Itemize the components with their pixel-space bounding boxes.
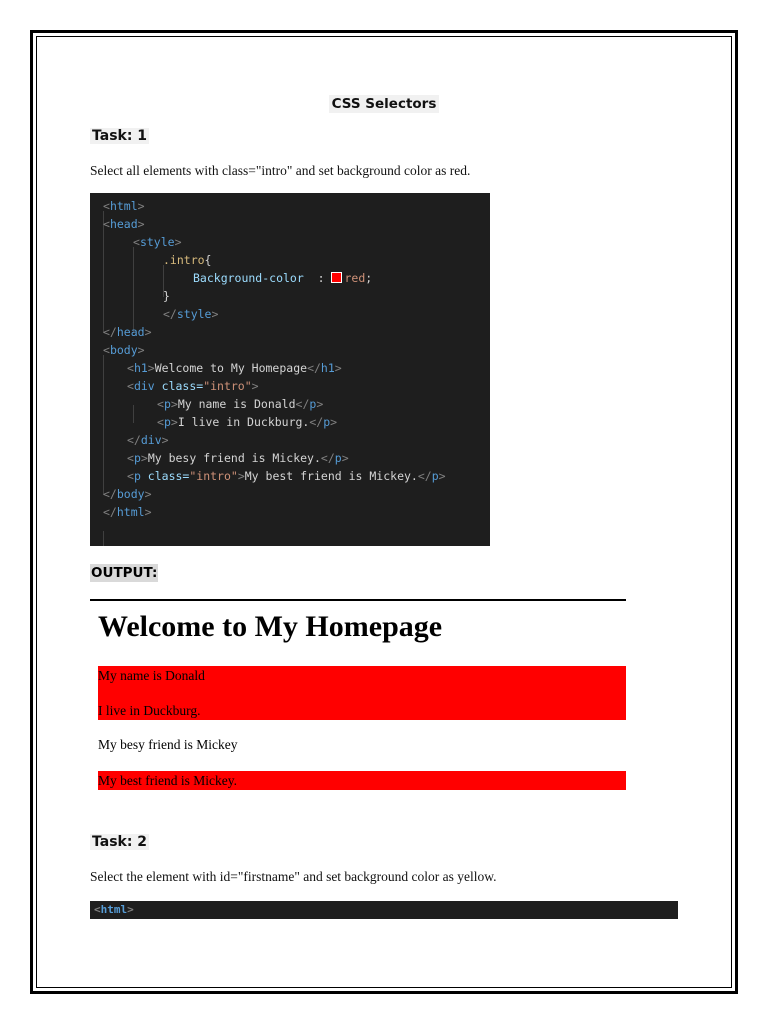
code-tag: p <box>334 451 342 465</box>
code-tag: p <box>163 397 171 411</box>
code-attribute: class= <box>140 469 190 483</box>
code-line <box>163 251 211 269</box>
code-bracket: < <box>133 235 140 249</box>
code-tag: p <box>431 469 439 483</box>
code-bracket: < <box>127 469 134 483</box>
code-line <box>127 449 349 467</box>
code-bracket: < <box>157 415 164 429</box>
code-bracket: > <box>140 451 148 465</box>
code-bracket: </ <box>103 325 117 339</box>
indent-guide <box>133 247 134 333</box>
indent-guide <box>133 405 134 423</box>
code-tag: body <box>116 487 145 501</box>
code-line <box>103 341 145 359</box>
output-spacer <box>98 684 626 702</box>
code-bracket: </ <box>163 307 177 321</box>
code-line <box>157 413 337 431</box>
code-text: My name is Donald <box>177 397 296 411</box>
indent-guide <box>103 355 104 495</box>
code-bracket: < <box>157 397 164 411</box>
code-bracket: > <box>144 505 152 519</box>
code-line <box>127 431 169 449</box>
code-semicolon: ; <box>365 271 373 285</box>
code-line <box>193 269 372 287</box>
output-divider <box>90 599 626 601</box>
code-bracket: > <box>137 217 145 231</box>
code-bracket: < <box>103 217 110 231</box>
code-bracket: > <box>237 469 245 483</box>
code-line <box>127 359 342 377</box>
document-title <box>0 93 768 112</box>
color-swatch-icon <box>331 272 342 283</box>
code-line <box>163 305 218 323</box>
code-line <box>163 287 170 305</box>
code-bracket: > <box>341 451 349 465</box>
code-block <box>90 193 490 546</box>
code-bracket: </ <box>103 505 117 519</box>
code-bracket: > <box>127 903 134 916</box>
code-bracket: </ <box>295 397 310 411</box>
code-tag: style <box>176 307 212 321</box>
output-heading: Welcome to My Homepage <box>98 610 443 643</box>
code-string: "intro" <box>189 469 238 483</box>
code-bracket: > <box>144 487 152 501</box>
code-colon: : <box>303 271 332 285</box>
output-paragraph-besy-friend: My besy friend is Mickey <box>98 737 238 752</box>
code-bracket: > <box>170 397 178 411</box>
indent-guide <box>103 531 104 546</box>
code-bracket: > <box>316 397 324 411</box>
code-tag: html <box>109 199 138 213</box>
code-tag: style <box>139 235 175 249</box>
code-bracket: > <box>137 343 145 357</box>
output-label <box>90 565 158 581</box>
task-2-description: Select the element with id="firstname" and set background color as yellow. <box>90 869 497 884</box>
code-tag: html <box>116 505 145 519</box>
code-brace: { <box>204 253 212 267</box>
code-text: Welcome to My Homepage <box>154 361 308 375</box>
code-bracket: < <box>103 199 110 213</box>
document-title-text: CSS Selectors <box>329 95 440 113</box>
code-bracket: </ <box>417 469 432 483</box>
code-tag: div <box>140 433 162 447</box>
code-bracket: </ <box>307 361 321 375</box>
code-bracket: < <box>127 379 134 393</box>
code-property: Background-color <box>193 271 304 285</box>
code-tag: body <box>109 343 138 357</box>
code-value: red <box>344 271 366 285</box>
code-line <box>103 503 152 521</box>
code-bracket: > <box>161 433 169 447</box>
output-paragraph-best-friend: My best friend is Mickey. <box>98 771 626 790</box>
output-label-text: OUTPUT: <box>91 565 158 581</box>
code-bracket: > <box>147 361 155 375</box>
code-bracket: > <box>211 307 219 321</box>
code-brace: } <box>163 289 170 303</box>
code-selector: .intro <box>163 253 205 267</box>
code-bracket: < <box>94 903 101 916</box>
code-text: I live in Duckburg. <box>177 415 310 429</box>
code-tag: h1 <box>320 361 335 375</box>
code-tag: head <box>116 325 145 339</box>
code-bracket: < <box>127 451 134 465</box>
code-tag: p <box>309 397 317 411</box>
code-text: My besy friend is Mickey. <box>147 451 321 465</box>
code-bracket: > <box>330 415 338 429</box>
code-line <box>103 485 152 503</box>
task-2-heading-text: Task: 2 <box>92 834 148 850</box>
code-tag: p <box>323 415 331 429</box>
task-1-heading-text: Task: 1 <box>92 128 148 144</box>
code-tag: div <box>133 379 155 393</box>
code-bracket: > <box>174 235 182 249</box>
code-bracket: </ <box>320 451 335 465</box>
task-1-description: Select all elements with class="intro" and set background color as red. <box>90 163 471 178</box>
code-tag: html <box>100 903 128 916</box>
code-line <box>157 395 323 413</box>
code-bracket: < <box>127 361 134 375</box>
code-bracket: > <box>334 361 342 375</box>
task-2-heading <box>90 834 149 850</box>
output-paragraph-donald: My name is Donald <box>98 666 626 684</box>
code-bracket: </ <box>309 415 324 429</box>
code-line <box>127 467 446 485</box>
code-bracket: > <box>144 325 152 339</box>
code-attribute: class= <box>154 379 204 393</box>
code-tag: head <box>109 217 138 231</box>
code-line <box>103 197 145 215</box>
code-line <box>103 323 152 341</box>
code-string: "intro" <box>203 379 252 393</box>
code-bracket: > <box>251 379 259 393</box>
code-tag: p <box>133 469 141 483</box>
code-line <box>103 215 145 233</box>
code-bracket: > <box>170 415 178 429</box>
code-bracket: > <box>137 199 145 213</box>
code-line <box>94 901 134 919</box>
code-tag: p <box>163 415 171 429</box>
code-tag: h1 <box>133 361 148 375</box>
code-line <box>133 233 182 251</box>
code-bracket: < <box>103 343 110 357</box>
code-text: My best friend is Mickey. <box>244 469 418 483</box>
code-block-task-2 <box>90 901 678 919</box>
code-bracket: </ <box>103 487 117 501</box>
code-bracket: </ <box>127 433 141 447</box>
code-bracket: > <box>438 469 446 483</box>
task-1-heading <box>90 128 149 144</box>
output-paragraph-duckburg: I live in Duckburg. <box>98 702 626 720</box>
code-line <box>127 377 259 395</box>
code-tag: p <box>133 451 141 465</box>
